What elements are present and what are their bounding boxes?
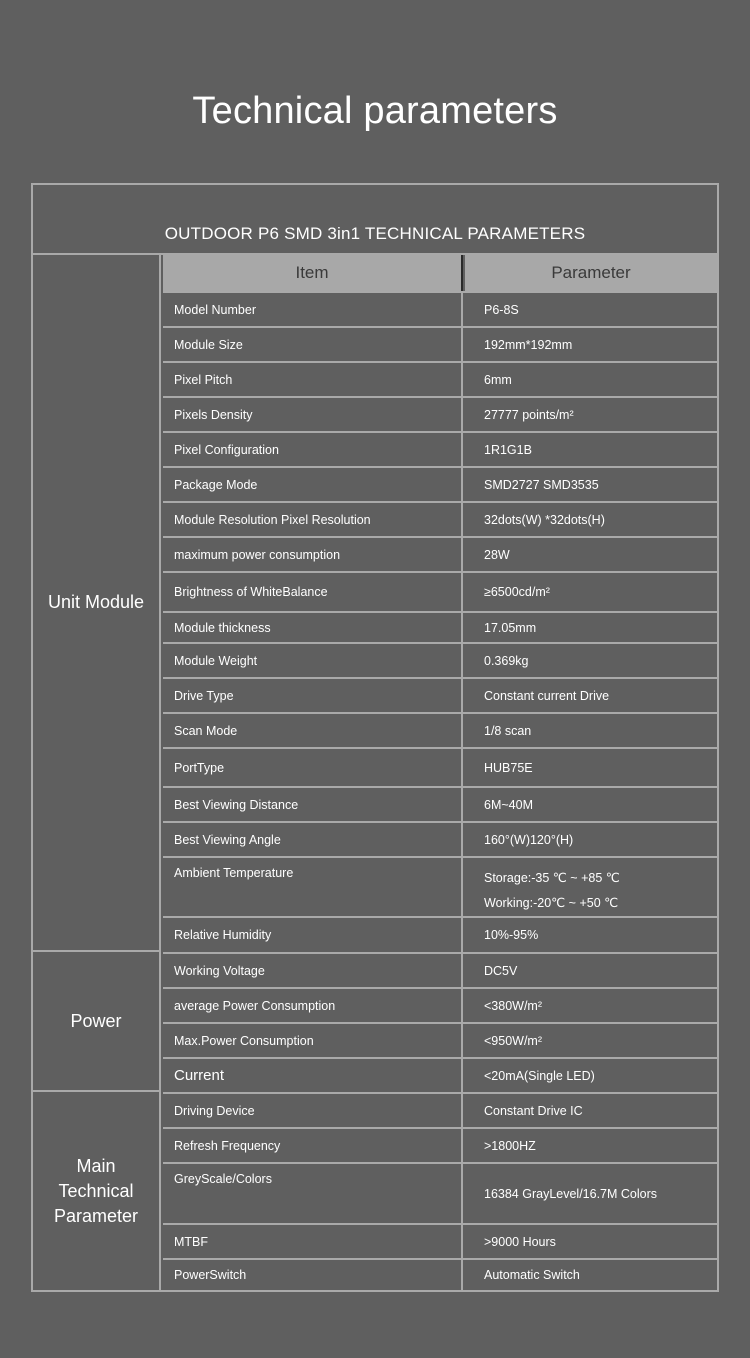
row-value: HUB75E bbox=[484, 760, 533, 775]
table-row bbox=[163, 571, 717, 611]
parameters-table bbox=[31, 183, 719, 1292]
row-item: Pixel Configuration bbox=[163, 433, 463, 466]
table-row bbox=[163, 747, 717, 786]
table-row bbox=[163, 1092, 717, 1127]
table-row bbox=[163, 1162, 717, 1223]
column-header-parameter: Parameter bbox=[465, 255, 717, 291]
row-value: 1R1G1B bbox=[484, 442, 532, 457]
table-row bbox=[163, 611, 717, 642]
row-item: Max.Power Consumption bbox=[163, 1024, 463, 1057]
row-value: 27777 points/m² bbox=[484, 407, 574, 422]
column-header-item: Item bbox=[163, 255, 463, 291]
row-value: P6-8S bbox=[484, 302, 519, 317]
row-item: Ambient Temperature bbox=[163, 858, 463, 916]
table-row bbox=[163, 952, 717, 987]
working-temperature: Working:-20℃ ~ +50 ℃ bbox=[484, 896, 619, 910]
row-item: Module Weight bbox=[163, 644, 463, 677]
row-item: Package Mode bbox=[163, 468, 463, 501]
row-value bbox=[465, 858, 717, 916]
row-item: GreyScale/Colors bbox=[163, 1164, 463, 1223]
row-item: Refresh Frequency bbox=[163, 1129, 463, 1162]
table-row bbox=[163, 361, 717, 396]
row-value: 32dots(W) *32dots(H) bbox=[484, 512, 605, 527]
group-unit-module: Unit Module bbox=[33, 255, 161, 952]
row-value: 1/8 scan bbox=[484, 723, 532, 738]
row-value: >1800HZ bbox=[484, 1138, 536, 1153]
table-row bbox=[163, 1127, 717, 1162]
row-value: 192mm*192mm bbox=[484, 337, 573, 352]
table-row bbox=[163, 466, 717, 501]
row-value: SMD2727 SMD3535 bbox=[484, 477, 599, 492]
table-row bbox=[163, 712, 717, 747]
table-row bbox=[163, 1258, 717, 1290]
row-value: Automatic Switch bbox=[484, 1268, 580, 1282]
row-value: <950W/m² bbox=[484, 1033, 543, 1048]
table-row bbox=[163, 536, 717, 571]
table-row bbox=[163, 1022, 717, 1057]
row-item: Current bbox=[163, 1059, 463, 1092]
row-value: Constant Drive IC bbox=[484, 1103, 583, 1118]
row-item: Best Viewing Angle bbox=[163, 823, 463, 856]
page-title: Technical parameters bbox=[192, 90, 558, 132]
row-item: Module Resolution Pixel Resolution bbox=[163, 503, 463, 536]
table-row bbox=[163, 821, 717, 856]
row-value: 6M~40M bbox=[484, 797, 533, 812]
table-row bbox=[163, 642, 717, 677]
table-row bbox=[163, 1057, 717, 1092]
table-row bbox=[163, 326, 717, 361]
row-item: Relative Humidity bbox=[163, 918, 463, 952]
row-value: <20mA(Single LED) bbox=[484, 1068, 595, 1083]
row-value: <380W/m² bbox=[484, 998, 543, 1013]
row-item: Scan Mode bbox=[163, 714, 463, 747]
table-row bbox=[163, 291, 717, 326]
row-item: Brightness of WhiteBalance bbox=[163, 573, 463, 611]
table-row bbox=[163, 677, 717, 712]
row-item: Driving Device bbox=[163, 1094, 463, 1127]
row-value: Constant current Drive bbox=[484, 688, 610, 703]
row-item: Working Voltage bbox=[163, 954, 463, 987]
row-item: Pixel Pitch bbox=[163, 363, 463, 396]
row-value: DC5V bbox=[484, 963, 518, 978]
row-item: Module thickness bbox=[163, 613, 463, 642]
row-item: Model Number bbox=[163, 293, 463, 326]
group-power: Power bbox=[33, 952, 161, 1092]
row-value: 16384 GrayLevel/16.7M Colors bbox=[484, 1186, 658, 1201]
row-item: MTBF bbox=[163, 1225, 463, 1258]
table-title: OUTDOOR P6 SMD 3in1 TECHNICAL PARAMETERS bbox=[33, 185, 717, 255]
row-item: Best Viewing Distance bbox=[163, 788, 463, 821]
table-row bbox=[163, 916, 717, 952]
table-row bbox=[163, 856, 717, 916]
row-item: average Power Consumption bbox=[163, 989, 463, 1022]
row-item: Module Size bbox=[163, 328, 463, 361]
row-item: PortType bbox=[163, 749, 463, 786]
group-main-technical-parameter: Main Technical Parameter bbox=[33, 1092, 161, 1290]
row-item: Pixels Density bbox=[163, 398, 463, 431]
row-item: Drive Type bbox=[163, 679, 463, 712]
row-value: >9000 Hours bbox=[484, 1234, 556, 1249]
table-row bbox=[163, 786, 717, 821]
row-value: 0.369kg bbox=[484, 653, 529, 668]
row-value: 6mm bbox=[484, 372, 512, 387]
table-row bbox=[163, 501, 717, 536]
row-value: 17.05mm bbox=[484, 620, 537, 635]
row-item: PowerSwitch bbox=[163, 1260, 463, 1290]
row-item: maximum power consumption bbox=[163, 538, 463, 571]
table-row bbox=[163, 987, 717, 1022]
row-value: ≥6500cd/m² bbox=[484, 585, 550, 599]
table-row bbox=[163, 396, 717, 431]
storage-temperature: Storage:-35 ℃ ~ +85 ℃ bbox=[484, 871, 620, 885]
table-row bbox=[163, 431, 717, 466]
table-row bbox=[163, 1223, 717, 1258]
row-value: 160°(W)120°(H) bbox=[484, 832, 574, 847]
row-value: 28W bbox=[484, 547, 510, 562]
row-value: 10%-95% bbox=[484, 928, 539, 942]
